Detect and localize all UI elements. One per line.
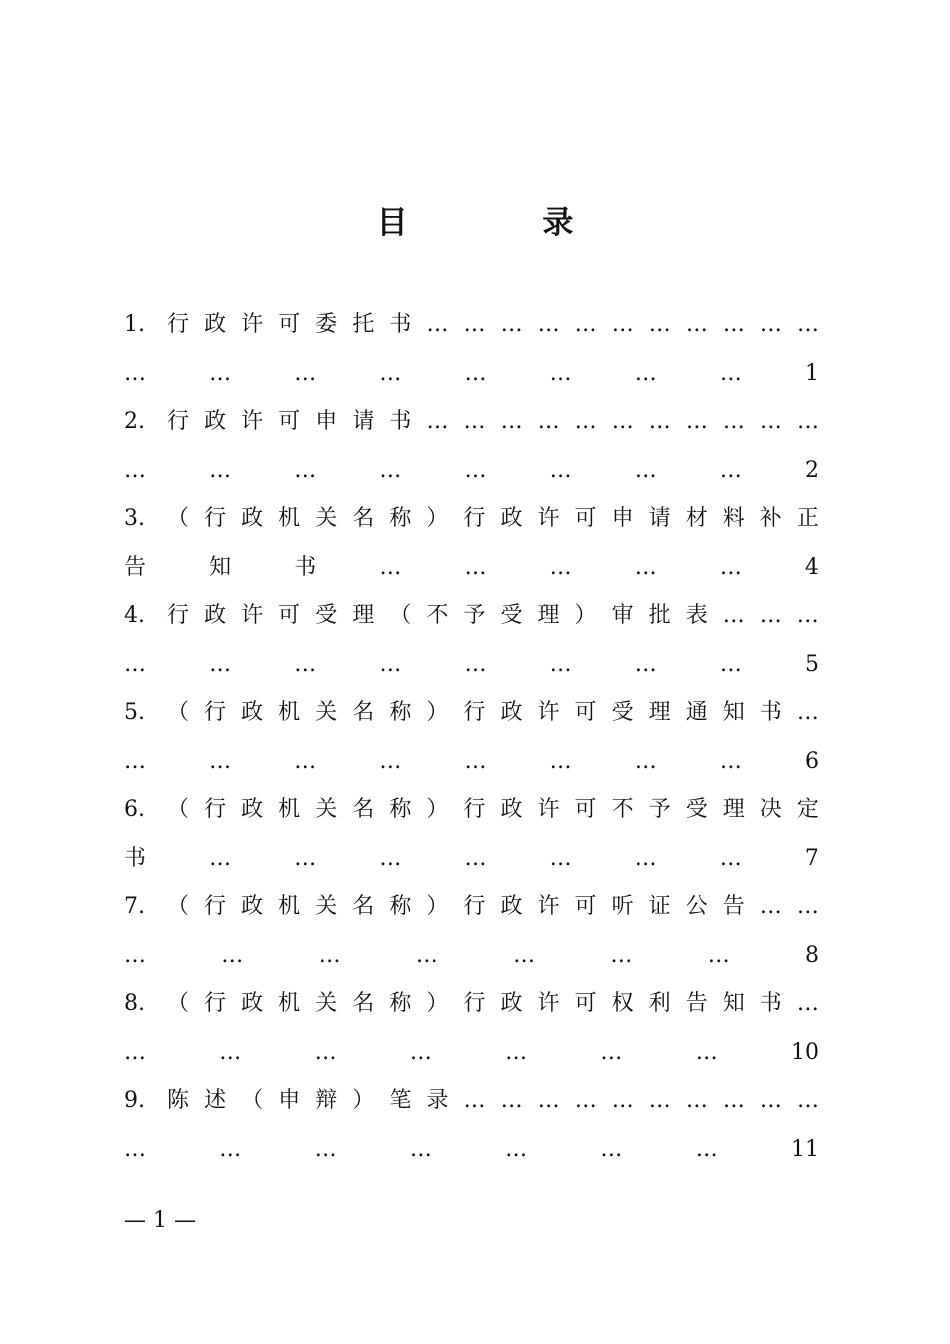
toc-char: 理 [537,603,560,629]
toc-leader-dots: … [796,312,819,338]
toc-leader-dots: … [409,1039,432,1065]
toc-leader-dots: … [209,457,232,483]
toc-entry-second-line [124,350,819,399]
toc-entry[interactable] [124,495,819,592]
toc-leader-dots: … [634,554,657,580]
toc-entry[interactable] [124,883,819,980]
toc-char: 可 [278,312,301,338]
toc-leader-dots: … [500,1088,523,1114]
toc-leader-dots: … [124,942,146,968]
toc-char: 正 [796,506,819,532]
toc-char: 许 [537,894,560,920]
toc-entry-number: 8. [124,991,145,1017]
toc-char: 名 [352,991,375,1017]
toc-page-number: 2 [805,457,819,483]
toc-char: 政 [241,700,264,726]
toc-char: 笔 [389,1088,412,1114]
toc-entry-first-line [124,592,819,641]
toc-page-number: 8 [804,942,819,968]
toc-leader-dots: … [379,360,402,386]
toc-leader-dots: … [124,360,146,386]
toc-char: 行 [167,603,190,629]
toc-leader-dots: … [294,360,317,386]
toc-char: 政 [500,700,523,726]
toc-leader-dots: … [463,409,486,435]
toc-entry-number: 5. [124,700,145,726]
toc-char: 许 [241,312,264,338]
toc-char: 予 [648,797,671,823]
toc-leader-dots: … [219,1039,242,1065]
toc-char: （ [241,1088,264,1114]
toc-leader-dots: … [722,312,745,338]
toc-leader-dots: … [505,1136,528,1162]
toc-leader-dots: … [549,651,572,677]
toc-leader-dots: … [634,845,657,871]
toc-leader-dots: … [549,457,572,483]
toc-leader-dots: … [537,312,560,338]
toc-char: 政 [204,409,227,435]
toc-char: （ [167,894,190,920]
toc-char: 政 [241,991,264,1017]
toc-leader-dots: … [209,651,232,677]
toc-page-number: 6 [805,748,819,774]
toc-page-number: 4 [804,554,819,580]
toc-entry-number: 3. [124,506,145,532]
toc-page-number: 5 [805,651,819,677]
toc-entry[interactable] [124,786,819,883]
toc-char: 书 [389,409,412,435]
toc-char: 称 [389,700,412,726]
toc-char: 书 [294,554,317,580]
toc-char: 行 [204,991,227,1017]
toc-char: 政 [241,797,264,823]
toc-char: 机 [278,991,301,1017]
toc-leader-dots: … [600,1136,623,1162]
toc-char: 权 [611,991,634,1017]
toc-leader-dots: … [759,409,782,435]
toc-leader-dots: … [124,1136,146,1162]
toc-char: 行 [204,700,227,726]
toc-leader-dots: … [611,1088,634,1114]
toc-leader-dots: … [124,748,146,774]
toc-char: 陈 [167,1088,190,1114]
toc-leader-dots: … [574,312,597,338]
toc-leader-dots: … [500,409,523,435]
toc-leader-dots: … [695,1039,718,1065]
toc-char: （ [167,506,190,532]
toc-char: 受 [685,797,708,823]
toc-entry[interactable] [124,398,819,495]
toc-leader-dots: … [464,554,487,580]
toc-char: 机 [278,506,301,532]
toc-char: 告 [124,554,147,580]
toc-leader-dots: … [759,894,782,920]
toc-char: 关 [315,700,338,726]
toc-char: 受 [315,603,338,629]
toc-char: ） [426,894,449,920]
toc-char: 请 [352,409,375,435]
toc-entry-number: 1. [124,312,145,338]
toc-char: 行 [463,991,486,1017]
toc-char: 请 [648,506,671,532]
toc-leader-dots: … [314,1136,337,1162]
toc-entry-first-line [124,786,819,835]
toc-char: 理 [352,603,375,629]
toc-char: 关 [315,506,338,532]
toc-leader-dots: … [379,457,402,483]
toc-entry[interactable] [124,301,819,398]
toc-leader-dots: … [124,651,146,677]
toc-char: 行 [167,312,190,338]
toc-char: 名 [352,506,375,532]
toc-leader-dots: … [294,748,317,774]
toc-leader-dots: … [796,603,819,629]
toc-char: 行 [463,797,486,823]
toc-leader-dots: … [549,554,572,580]
toc-char: 许 [537,991,560,1017]
toc-leader-dots: … [648,312,671,338]
toc-page-number: 7 [804,845,819,871]
toc-leader-dots: … [426,312,449,338]
toc-entry-first-line [124,689,819,738]
toc-char: 行 [204,894,227,920]
toc-leader-dots: … [574,1088,597,1114]
toc-entry-second-line [124,932,819,981]
toc-entry-first-line [124,398,819,447]
toc-char: （ [167,700,190,726]
toc-leader-dots: … [209,748,232,774]
toc-char: 受 [500,603,523,629]
toc-leader-dots: … [719,748,742,774]
toc-char: 不 [611,797,634,823]
toc-entry[interactable] [124,592,819,689]
toc-leader-dots: … [722,409,745,435]
toc-leader-dots: … [610,942,633,968]
toc-entry-first-line [124,301,819,350]
toc-leader-dots: … [685,1088,708,1114]
toc-char: 证 [648,894,671,920]
toc-leader-dots: … [463,1088,486,1114]
toc-page-number: 10 [790,1039,819,1065]
toc-char: 理 [722,797,745,823]
toc-leader-dots: … [611,312,634,338]
toc-leader-dots: … [379,748,402,774]
toc-char: 听 [611,894,634,920]
toc-char: 许 [537,797,560,823]
toc-char: 通 [685,700,708,726]
toc-char: 受 [611,700,634,726]
toc-char: ） [426,797,449,823]
toc-leader-dots: … [464,845,487,871]
toc-entry-second-line [124,1126,819,1175]
toc-char: 关 [315,797,338,823]
toc-leader-dots: … [707,942,730,968]
toc-char: 申 [611,506,634,532]
toc-char: 许 [241,409,264,435]
toc-char: 政 [204,312,227,338]
toc-char: 可 [574,991,597,1017]
toc-leader-dots: … [537,1088,560,1114]
toc-char: 称 [389,506,412,532]
toc-leader-dots: … [464,457,487,483]
toc-char: ） [426,700,449,726]
toc-leader-dots: … [379,651,402,677]
toc-char: 辩 [315,1088,338,1114]
toc-entry-number: 9. [124,1088,145,1114]
toc-char: 理 [648,700,671,726]
toc-leader-dots: … [796,894,819,920]
toc-leader-dots: … [634,748,657,774]
toc-leader-dots: … [719,360,742,386]
toc-char: ） [426,991,449,1017]
toc-leader-dots: … [549,360,572,386]
toc-leader-dots: … [209,845,232,871]
toc-char: （ [167,797,190,823]
toc-leader-dots: … [759,603,782,629]
toc-char: 申 [315,409,338,435]
toc-char: 公 [685,894,708,920]
table-of-contents [124,301,819,1174]
toc-char: 利 [648,991,671,1017]
toc-leader-dots: … [513,942,536,968]
toc-char: 表 [685,603,708,629]
toc-char: 行 [463,894,486,920]
toc-char: 可 [278,409,301,435]
toc-leader-dots: … [464,651,487,677]
toc-char: 料 [722,506,745,532]
toc-leader-dots: … [379,845,402,871]
toc-leader-dots: … [648,1088,671,1114]
toc-leader-dots: … [722,1088,745,1114]
toc-leader-dots: … [796,991,819,1017]
toc-char: 许 [241,603,264,629]
toc-leader-dots: … [574,409,597,435]
toc-leader-dots: … [318,942,341,968]
toc-leader-dots: … [314,1039,337,1065]
toc-entry-first-line [124,1077,819,1126]
toc-char: 书 [759,700,782,726]
toc-char: 行 [463,506,486,532]
toc-char: 名 [352,700,375,726]
toc-leader-dots: … [719,651,742,677]
toc-char: 决 [759,797,782,823]
toc-char: 政 [500,797,523,823]
toc-entry-second-line [124,738,819,787]
toc-leader-dots: … [796,1088,819,1114]
toc-leader-dots: … [379,554,402,580]
toc-entry-first-line [124,883,819,932]
toc-char: 可 [278,603,301,629]
toc-leader-dots: … [719,845,742,871]
toc-char: 政 [204,603,227,629]
toc-char: 政 [500,991,523,1017]
toc-char: 名 [352,894,375,920]
toc-leader-dots: … [294,651,317,677]
toc-char: 可 [574,506,597,532]
toc-leader-dots: … [549,845,572,871]
toc-leader-dots: … [549,748,572,774]
toc-entry-number: 6. [124,797,145,823]
toc-char: 可 [574,894,597,920]
toc-char: 述 [204,1088,227,1114]
toc-char: 政 [241,506,264,532]
toc-leader-dots: … [695,1136,718,1162]
toc-entry-number: 4. [124,603,145,629]
toc-char: 机 [278,700,301,726]
toc-char: 许 [537,506,560,532]
toc-char: 录 [426,1088,449,1114]
toc-char: 称 [389,991,412,1017]
toc-char: 告 [685,991,708,1017]
page-title: 目 录 [376,205,636,241]
toc-char: 行 [204,797,227,823]
toc-entry-second-line [124,641,819,690]
toc-char: ） [426,506,449,532]
toc-page-number: 1 [805,360,819,386]
toc-char: 许 [537,700,560,726]
toc-entry[interactable] [124,980,819,1077]
toc-char: 称 [389,894,412,920]
toc-leader-dots: … [500,312,523,338]
toc-leader-dots: … [685,409,708,435]
toc-char: 行 [204,506,227,532]
toc-leader-dots: … [611,409,634,435]
toc-leader-dots: … [759,1088,782,1114]
toc-char: （ [389,603,412,629]
toc-char: 政 [500,506,523,532]
toc-char: 可 [574,797,597,823]
toc-entry-second-line [124,447,819,496]
toc-leader-dots: … [294,457,317,483]
toc-leader-dots: … [537,409,560,435]
toc-char: 行 [463,700,486,726]
toc-char: 关 [315,894,338,920]
toc-char: 知 [209,554,232,580]
toc-char: 申 [278,1088,301,1114]
toc-entry-first-line [124,495,819,544]
toc-char: （ [167,991,190,1017]
toc-char: 名 [352,797,375,823]
toc-char: 材 [685,506,708,532]
toc-entry-second-line [124,1029,819,1078]
toc-entry[interactable] [124,1077,819,1174]
toc-char: 政 [241,894,264,920]
toc-char: 予 [463,603,486,629]
toc-leader-dots: … [464,748,487,774]
page-number-footer: — 1 — [124,1208,196,1233]
toc-char: 关 [315,991,338,1017]
toc-entry[interactable] [124,689,819,786]
toc-leader-dots: … [209,360,232,386]
toc-char: ） [352,1088,375,1114]
toc-char: 书 [124,845,147,871]
toc-char: ） [574,603,597,629]
toc-char: 委 [315,312,338,338]
toc-char: 补 [759,506,782,532]
toc-page-number: 11 [790,1136,819,1162]
toc-leader-dots: … [124,1039,146,1065]
toc-char: 知 [722,991,745,1017]
toc-leader-dots: … [426,409,449,435]
toc-leader-dots: … [600,1039,623,1065]
toc-char: 可 [574,700,597,726]
toc-char: 行 [167,409,190,435]
toc-leader-dots: … [796,700,819,726]
toc-char: 书 [389,312,412,338]
toc-char: 不 [426,603,449,629]
toc-leader-dots: … [722,603,745,629]
toc-char: 定 [796,797,819,823]
toc-leader-dots: … [219,1136,242,1162]
toc-entry-second-line [124,544,819,593]
toc-leader-dots: … [719,457,742,483]
toc-leader-dots: … [634,360,657,386]
toc-leader-dots: … [648,409,671,435]
toc-leader-dots: … [634,651,657,677]
toc-leader-dots: … [719,554,742,580]
toc-char: 审 [611,603,634,629]
toc-leader-dots: … [409,1136,432,1162]
toc-leader-dots: … [634,457,657,483]
toc-leader-dots: … [796,409,819,435]
toc-char: 批 [648,603,671,629]
toc-leader-dots: … [685,312,708,338]
toc-entry-first-line [124,980,819,1029]
toc-leader-dots: … [759,312,782,338]
toc-leader-dots: … [505,1039,528,1065]
toc-leader-dots: … [415,942,438,968]
toc-char: 机 [278,797,301,823]
toc-char: 书 [759,991,782,1017]
toc-entry-number: 7. [124,894,145,920]
toc-leader-dots: … [464,360,487,386]
toc-entry-number: 2. [124,409,145,435]
toc-char: 告 [722,894,745,920]
toc-leader-dots: … [294,845,317,871]
toc-leader-dots: … [463,312,486,338]
toc-char: 称 [389,797,412,823]
toc-char: 知 [722,700,745,726]
toc-char: 机 [278,894,301,920]
toc-leader-dots: … [221,942,244,968]
toc-leader-dots: … [124,457,146,483]
toc-char: 托 [352,312,375,338]
toc-entry-second-line [124,835,819,884]
toc-char: 政 [500,894,523,920]
